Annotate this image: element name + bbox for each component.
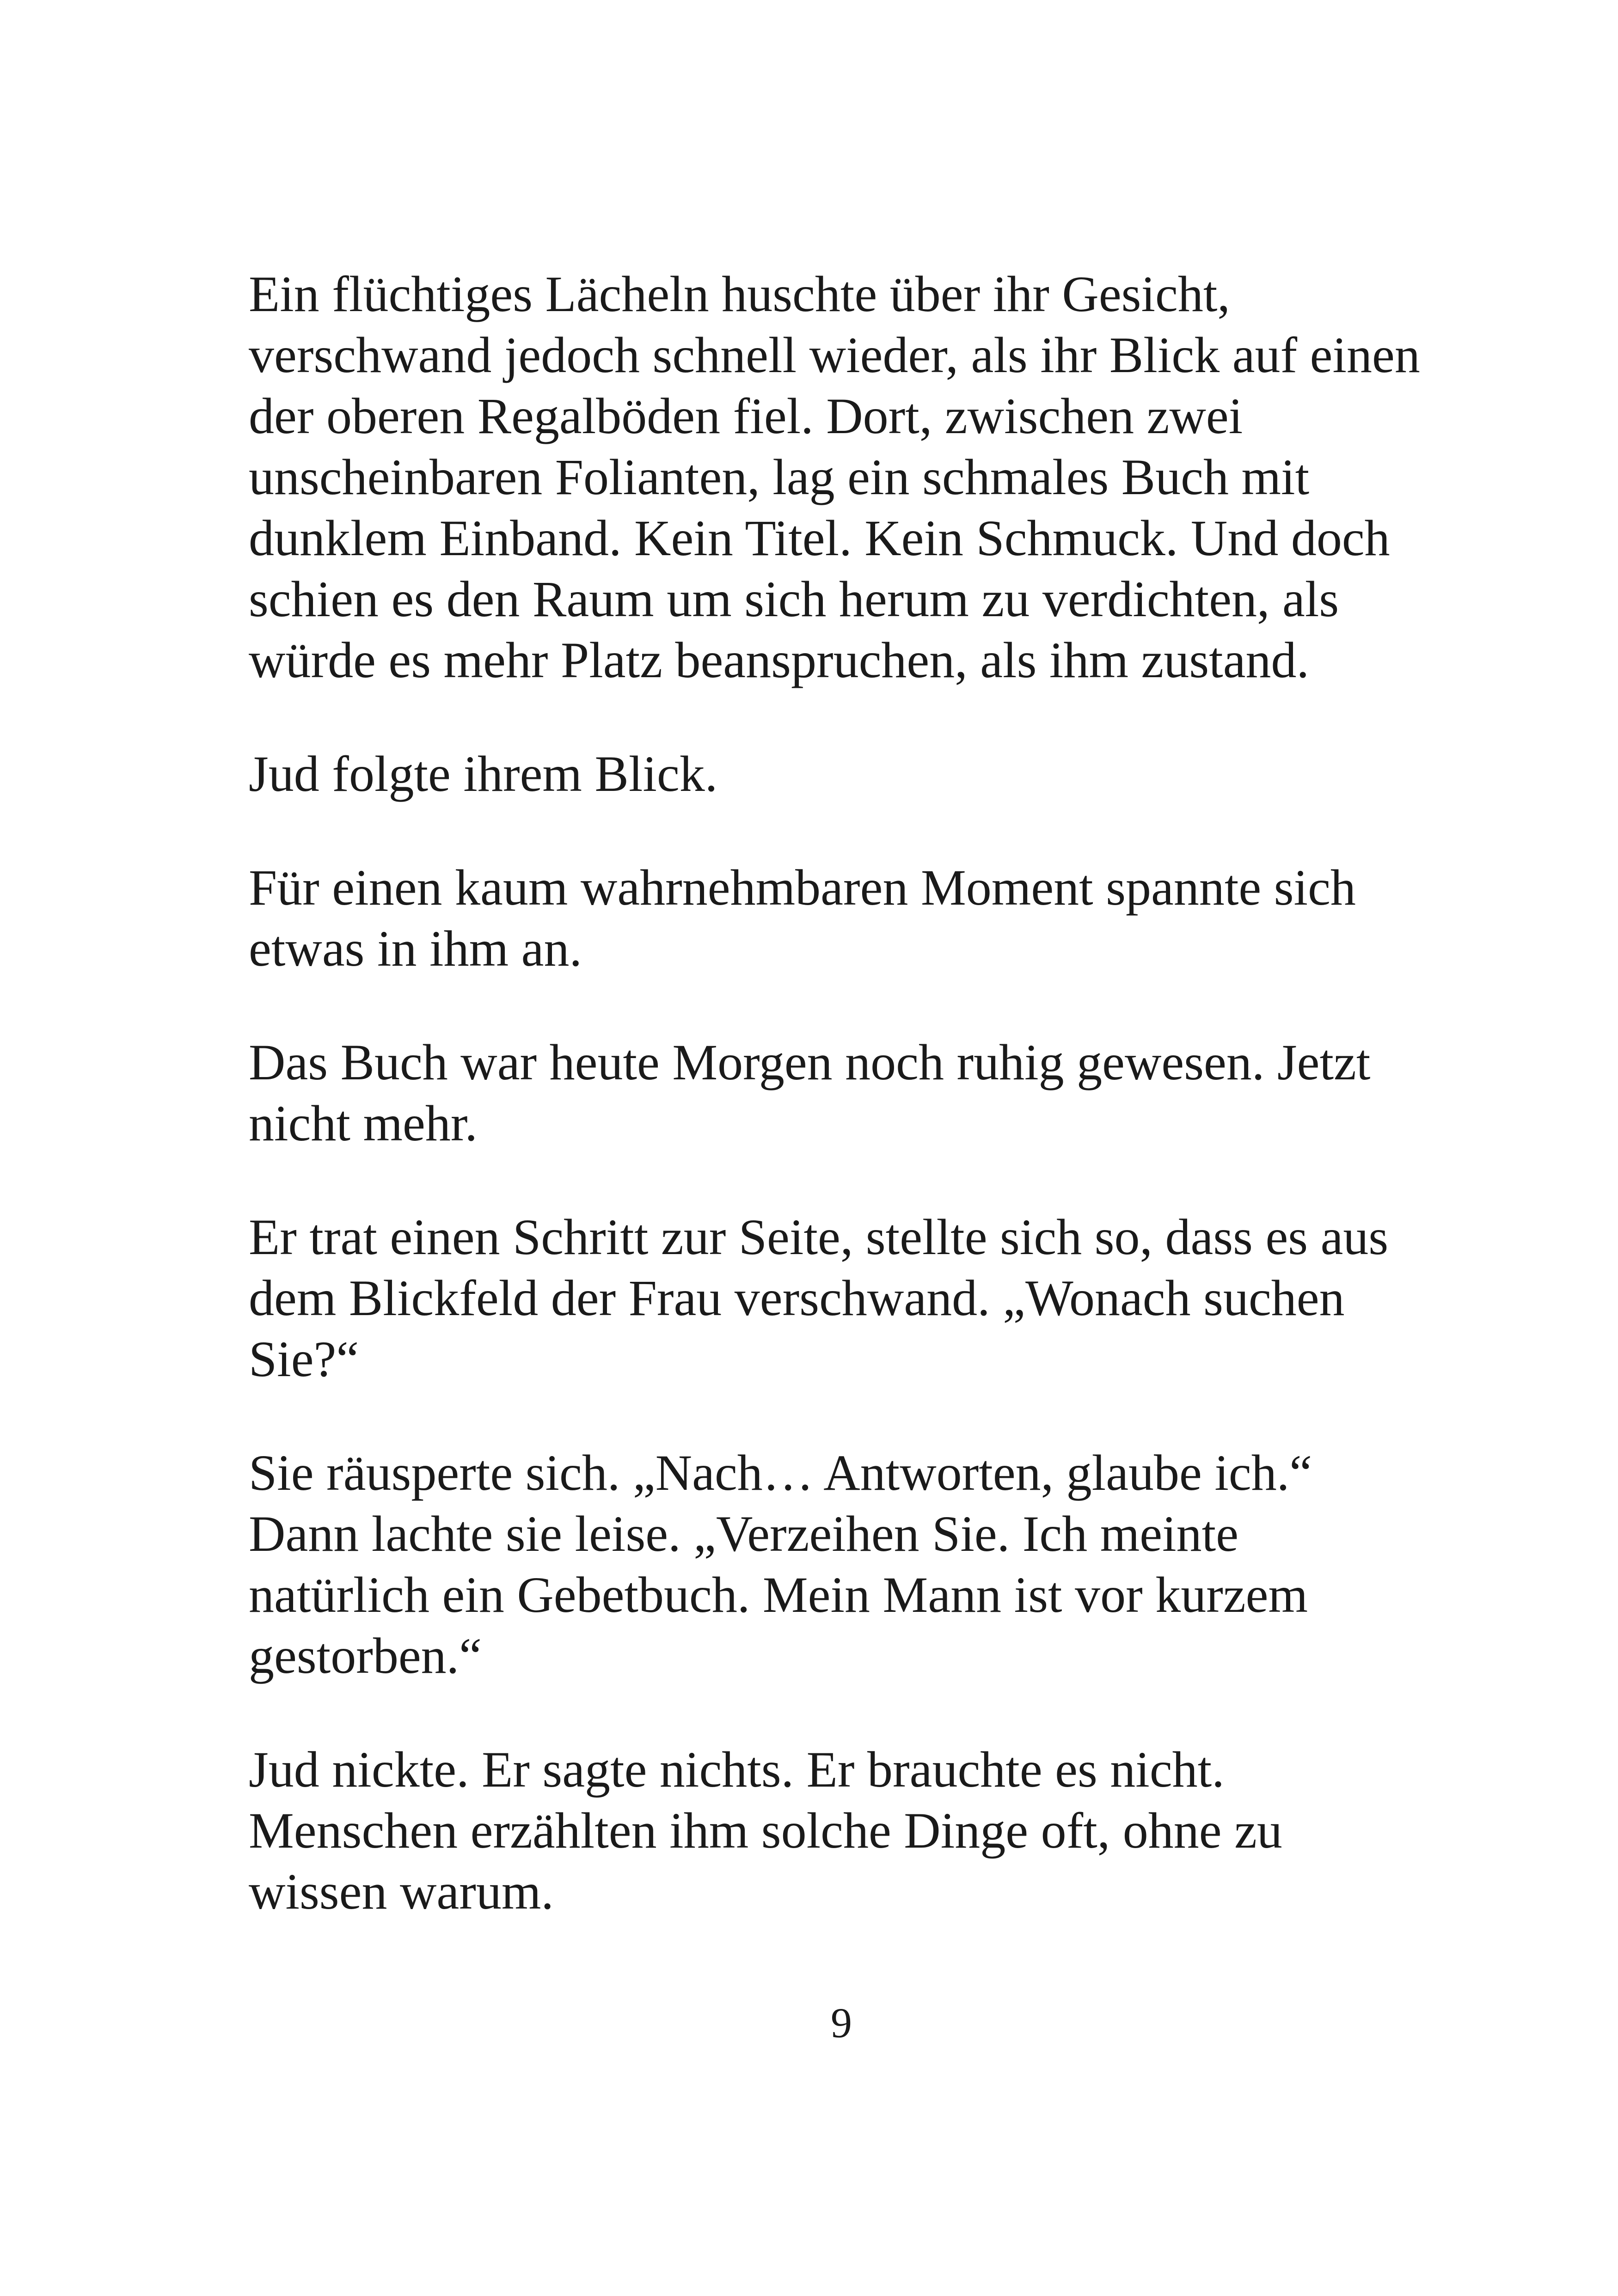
paragraph: Das Buch war heute Morgen noch ruhig gewesen. Jetzt nicht mehr. bbox=[249, 1034, 1371, 1151]
body-text bbox=[249, 263, 1465, 1922]
paragraph: Jud nickte. Er sagte nichts. Er brauchte es nicht. Menschen erzählten ihm solche Dinge oft, ohne zu wissen warum. bbox=[249, 1741, 1282, 1920]
paragraph: Sie räusperte sich. „Nach… Antworten, glaube ich.“ Dann lachte sie leise. „Verzeihen Sie. Ich meinte natürlich ein Gebetbuch. Mein Mann ist vor kurzem gestorben.“ bbox=[249, 1445, 1312, 1684]
paragraph: Jud folgte ihrem Blick. bbox=[249, 746, 718, 802]
paragraph: Er trat einen Schritt zur Seite, stellte sich so, dass es aus dem Blickfeld der Frau verschwand. „Wonach suchen Sie?“ bbox=[249, 1209, 1389, 1387]
paragraph: Für einen kaum wahrnehmbaren Moment spannte sich etwas in ihm an. bbox=[249, 859, 1356, 977]
paragraph: Ein flüchtiges Lächeln huschte über ihr Gesicht, verschwand jedoch schnell wieder, als ihr Blick auf einen der oberen Regalböden fiel. Dort, zwischen zwei unscheinbaren Folianten, lag ein schmales Buch mit dunklem Einband. Kein Titel. Kein Schmuck. Und doch schien es den Raum um sich herum zu verdichten, als würde es mehr Platz beanspruchen, als ihm zustand. bbox=[249, 266, 1420, 688]
page-number: 9 bbox=[831, 1999, 852, 2046]
